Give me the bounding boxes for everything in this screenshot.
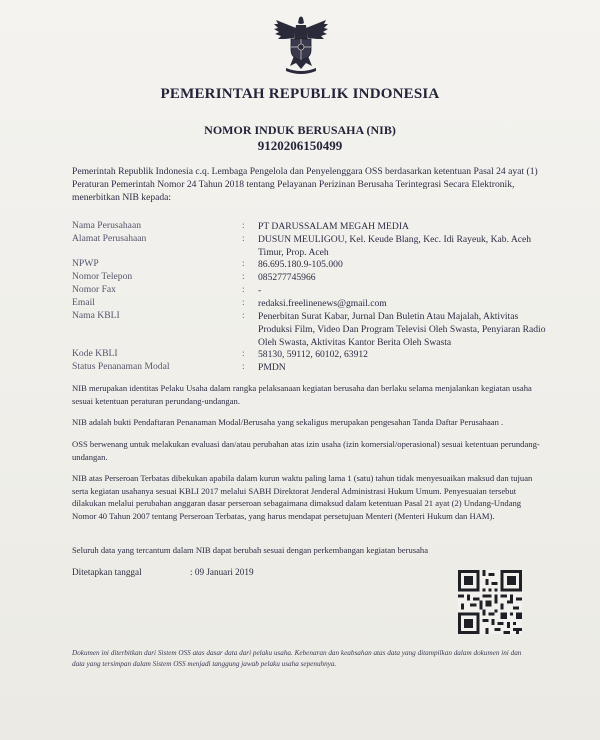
field-separator: : [242, 220, 245, 231]
field-value: 58130, 59112, 60102, 63912 [258, 349, 368, 360]
issued-value-wrap [190, 567, 290, 577]
issued-label: Ditetapkan tanggal [72, 567, 142, 577]
field-separator: : [242, 361, 245, 372]
field-value: redaksi.freelinenews@gmail.com [258, 298, 387, 309]
field-label: Email [72, 297, 95, 308]
field-value: 86.695.180.9-105.000 [258, 259, 343, 270]
oss-authority-paragraph: OSS berwenang untuk melakukan evaluasi dan/atau perubahan atas izin usaha (izin komersial/operasional) sesuai ketentuan perundang-undangan. [72, 439, 540, 462]
field-value: DUSUN MEULIGOU, Kel. Keude Blang, Kec. Idi Rayeuk, Kab. Aceh Timur, Prop. Aceh [258, 234, 532, 258]
field-label: Alamat Perusahaan [72, 233, 147, 244]
nib-freeze-paragraph: NIB atas Perseroan Terbatas dibekukan apabila dalam kurun waktu paling lama 1 (satu) tahun tidak menyesuaikan maksud dan tujuan serta kegiatan usahanya sesuai KBLI 2017 melalui SABH Direktorat Jenderal Administrasi Hukum Umum. Penyesuaian tersebut dilakukan melalui perubahan anggaran dasar perseroan sebagaimana dimaksud dalam ketentuan Pasal 21 ayat (2) Undang-Undang Nomor 40 Tahun 2007 tentang Perseroan Terbatas, yang harus mendapat persetujuan Menteri (Menteri Hukum dan HAM). [72, 473, 533, 521]
field-label: Nomor Fax [72, 284, 116, 295]
field-value: Penerbitan Surat Kabar, Jurnal Dan Buletin Atau Majalah, Aktivitas Produksi Film, Video Dan Program Televisi Oleh Swasta, Penyiaran Radio Oleh Swasta, Aktivitas Kantor Berita Oleh Swasta [258, 311, 546, 348]
field-value: PMDN [258, 362, 286, 373]
field-separator: : [242, 258, 245, 269]
data-change-paragraph: Seluruh data yang tercantum dalam NIB dapat berubah sesuai dengan perkembangan kegiatan berusaha [72, 545, 429, 555]
field-label: Nama KBLI [72, 310, 120, 321]
issued-date: 09 Januari 2019 [194, 567, 254, 577]
field-label: Nama Perusahaan [72, 220, 141, 231]
issued-date-row [72, 567, 254, 577]
field-label: NPWP [72, 258, 99, 269]
field-separator: : [242, 284, 245, 295]
field-separator: : [242, 271, 245, 282]
field-label: Kode KBLI [72, 348, 118, 359]
nib-registration-paragraph: NIB adalah bukti Pendaftaran Penanaman Modal/Berusaha yang sekaligus merupakan pengesahan Tanda Daftar Perusahaan . [72, 417, 504, 427]
footer-disclaimer: Dokumen ini diterbitkan dari Sistem OSS atas dasar data dari pelaku usaha. Kebenaran dan keabsahan atas data yang ditampilkan dalam dokumen ini dan data yang tersimpan dalam Sistem OSS menjadi tanggung jawab pelaku usaha sepenuhnya. [72, 649, 522, 668]
field-value: PT DARUSSALAM MEGAH MEDIA [258, 221, 409, 232]
issued-separator: : [190, 567, 193, 577]
nib-number: 9120206150499 [257, 138, 343, 153]
nib-identity-paragraph: NIB merupakan identitas Pelaku Usaha dalam rangka pelaksanaan kegiatan berusaha dan berlaku selama menjalankan kegiatan usaha sesuai ketentuan peraturan perundang-undangan. [72, 383, 532, 406]
field-label: Nomor Telepon [72, 271, 133, 282]
field-separator: : [242, 233, 245, 244]
field-value: 085277745966 [258, 272, 316, 283]
intro-paragraph: Pemerintah Republik Indonesia c.q. Lembaga Pengelola dan Penyelenggara OSS berdasarkan ketentuan Pasal 24 ayat (1) Peraturan Pemerintah Nomor 24 Tahun 2018 tentang Pelayanan Perizinan Berusaha Terintegrasi Secara Elektronik, menerbitkan NIB kepada: [72, 166, 538, 203]
qr-code-icon [458, 570, 522, 634]
document-title: PEMERINTAH REPUBLIK INDONESIA [160, 86, 440, 102]
field-separator: : [242, 348, 245, 359]
field-separator: : [242, 297, 245, 308]
field-value: - [258, 285, 262, 296]
field-label: Status Penanaman Modal [72, 361, 170, 372]
field-separator: : [242, 310, 245, 321]
document-subtitle: NOMOR INDUK BERUSAHA (NIB) [204, 123, 396, 137]
garuda-emblem-icon [272, 14, 330, 76]
